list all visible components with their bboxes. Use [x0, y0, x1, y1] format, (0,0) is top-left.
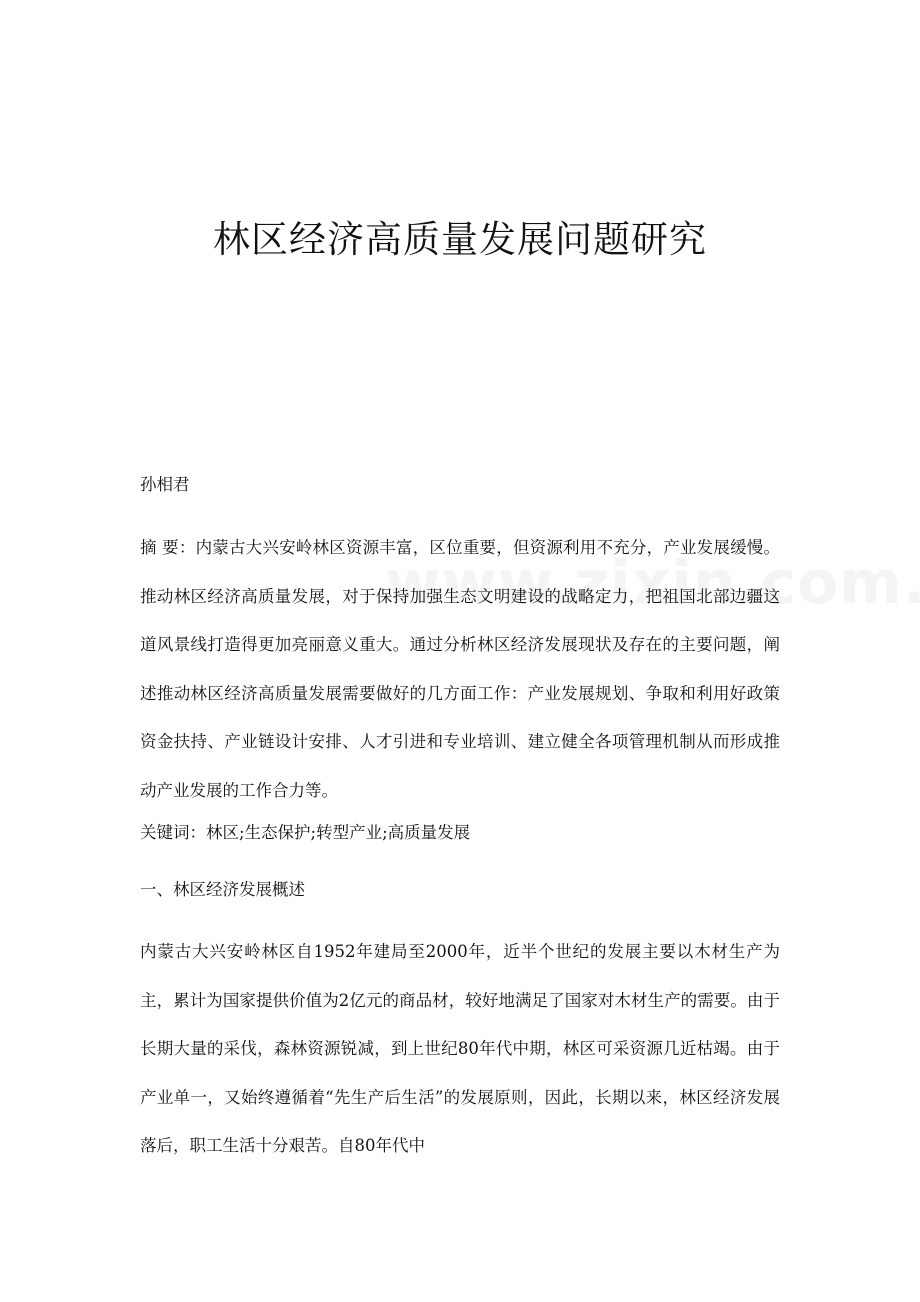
keywords-line — [140, 818, 780, 848]
author-name: 孙相君 — [140, 475, 190, 494]
keywords-label: 关键词： — [140, 823, 206, 842]
keywords-text: 林区;生态保护;转型产业;高质量发展 — [206, 823, 471, 842]
abstract-label: 摘 要： — [140, 538, 196, 557]
section-heading: 一、林区经济发展概述 — [140, 880, 305, 899]
body-paragraph: 内蒙古大兴安岭林区自1952年建局至2000年，近半个世纪的发展主要以木材生产为主，累计为国家提供价值为2亿元的商品材，较好地满足了国家对木材生产的需要。由于长期大量的采伐，森林资源锐减，到上世纪80年代中期，林区可采资源几近枯竭。由于产业单一，又始终遵循着“先生产后生活”的发展原则，因此，长期以来，林区经济发展落后，职工生活十分艰苦。自80年代中 — [140, 942, 780, 1156]
abstract-paragraph — [140, 524, 780, 816]
abstract-text: 内蒙古大兴安岭林区资源丰富，区位重要，但资源利用不充分，产业发展缓慢。推动林区经济高质量发展，对于保持加强生态文明建设的战略定力，把祖国北部边疆这道风景线打造得更加亮丽意义重大。通过分析林区经济发展现状及存在的主要问题，阐述推动林区经济高质量发展需要做好的几方面工作：产业发展规划、争取和利用好政策资金扶持、产业链设计安排、人才引进和专业培训、建立健全各项管理机制从而形成推动产业发展的工作合力等。 — [140, 538, 780, 800]
document-title: 林区经济高质量发展问题研究 — [213, 218, 707, 261]
